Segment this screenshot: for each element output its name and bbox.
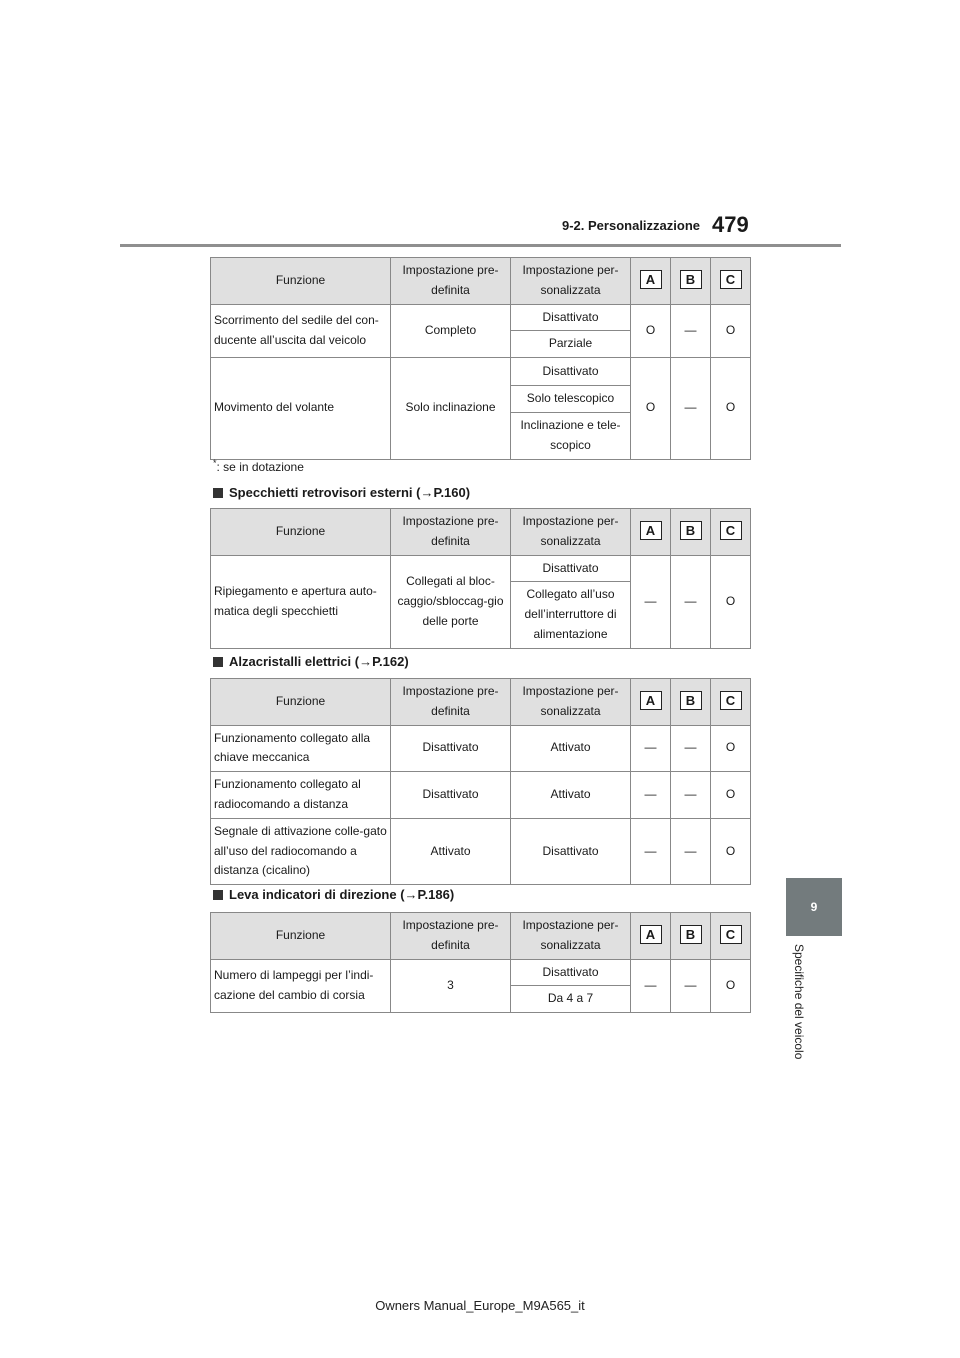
table-header-row (211, 258, 751, 305)
table-row (211, 304, 751, 331)
section-heading-turn-signal: Leva indicatori di direzione (→P.186) (213, 887, 454, 902)
row-custom: Attivato (511, 772, 631, 819)
col-function: Funzione (211, 509, 391, 556)
table-row (211, 358, 751, 386)
table-header-row (211, 913, 751, 960)
table-row (211, 555, 751, 582)
footnote: *: se in dotazione (213, 458, 304, 474)
row-c: O (711, 818, 751, 884)
row-b: — (671, 555, 711, 648)
col-custom: Impostazione per-sonalizzata (511, 509, 631, 556)
bullet-square-icon (213, 657, 223, 667)
row-c: O (711, 555, 751, 648)
footer-doc-id: Owners Manual_Europe_M9A565_it (375, 1298, 585, 1313)
header-divider (120, 244, 841, 247)
col-a-box: A (640, 925, 662, 944)
row-default: Solo inclinazione (391, 358, 511, 459)
col-c-box: C (720, 521, 742, 540)
row-custom-option: Parziale (511, 331, 631, 358)
page-number: 479 (712, 212, 749, 237)
col-custom: Impostazione per-sonalizzata (511, 679, 631, 726)
col-c-box: C (720, 270, 742, 289)
row-c: O (711, 304, 751, 358)
col-b-box: B (680, 521, 702, 540)
row-default: Completo (391, 304, 511, 358)
row-a: O (631, 358, 671, 459)
row-b: — (671, 818, 711, 884)
arrow-right-icon: → (404, 887, 418, 902)
row-c: O (711, 959, 751, 1013)
col-default: Impostazione pre-definita (391, 258, 511, 305)
chapter-tab: 9 (786, 878, 842, 936)
row-a: — (631, 555, 671, 648)
row-custom: Attivato (511, 725, 631, 772)
row-function: Numero di lampeggi per l’indi-cazione del cambio di corsia (211, 959, 391, 1013)
row-function: Movimento del volante (211, 358, 391, 459)
col-c-box: C (720, 691, 742, 710)
row-default: Disattivato (391, 772, 511, 819)
row-b: — (671, 772, 711, 819)
section-heading-windows: Alzacristalli elettrici (→P.162) (213, 654, 409, 669)
col-function: Funzione (211, 913, 391, 960)
row-b: — (671, 959, 711, 1013)
row-a: O (631, 304, 671, 358)
row-default: Attivato (391, 818, 511, 884)
row-function: Funzionamento collegato alla chiave meccanica (211, 725, 391, 772)
arrow-right-icon: → (420, 485, 434, 500)
row-function: Scorrimento del sedile del con-ducente all’uscita dal veicolo (211, 304, 391, 358)
chapter-label: Specifiche del veicolo (792, 944, 806, 1060)
table-header-row (211, 679, 751, 726)
row-a: — (631, 959, 671, 1013)
row-custom-option: Disattivato (511, 358, 631, 386)
row-a: — (631, 725, 671, 772)
row-c: O (711, 358, 751, 459)
col-b-box: B (680, 925, 702, 944)
row-custom-option: Disattivato (511, 304, 631, 331)
row-function: Segnale di attivazione colle-gato all’uso del radiocomando a distanza (cicalino) (211, 818, 391, 884)
col-b-box: B (680, 270, 702, 289)
col-default: Impostazione pre-definita (391, 913, 511, 960)
row-custom-option: Collegato all’uso dell’interruttore di alimentazione (511, 582, 631, 648)
arrow-right-icon: → (359, 654, 373, 669)
table-row (211, 818, 751, 884)
section-title: 9-2. Personalizzazione (562, 218, 700, 233)
row-b: — (671, 358, 711, 459)
row-a: — (631, 772, 671, 819)
col-function: Funzione (211, 258, 391, 305)
col-c-box: C (720, 925, 742, 944)
section-heading-mirrors: Specchietti retrovisori esterni (→P.160) (213, 485, 470, 500)
row-a: — (631, 818, 671, 884)
bullet-square-icon (213, 890, 223, 900)
row-b: — (671, 304, 711, 358)
row-custom: Disattivato (511, 818, 631, 884)
col-a-box: A (640, 691, 662, 710)
col-a-box: A (640, 521, 662, 540)
bullet-square-icon (213, 488, 223, 498)
table-header-row (211, 509, 751, 556)
table-row (211, 772, 751, 819)
row-custom-option: Disattivato (511, 555, 631, 582)
table-row (211, 959, 751, 986)
row-custom-option: Solo telescopico (511, 386, 631, 413)
table-power-windows (210, 678, 751, 885)
col-default: Impostazione pre-definita (391, 509, 511, 556)
row-function: Ripiegamento e apertura auto-matica degli specchietti (211, 555, 391, 648)
row-default: Disattivato (391, 725, 511, 772)
table-mirrors (210, 508, 751, 649)
row-function: Funzionamento collegato al radiocomando a distanza (211, 772, 391, 819)
table-row (211, 725, 751, 772)
table-seat-steering (210, 257, 751, 460)
row-custom-option: Da 4 a 7 (511, 986, 631, 1013)
col-custom: Impostazione per-sonalizzata (511, 258, 631, 305)
row-custom-option: Inclinazione e tele-scopico (511, 412, 631, 459)
row-default: 3 (391, 959, 511, 1013)
row-c: O (711, 725, 751, 772)
row-custom-option: Disattivato (511, 959, 631, 986)
col-function: Funzione (211, 679, 391, 726)
table-turn-signal (210, 912, 751, 1013)
col-custom: Impostazione per-sonalizzata (511, 913, 631, 960)
row-c: O (711, 772, 751, 819)
row-default: Collegati al bloc-caggio/sbloccag-gio delle porte (391, 555, 511, 648)
col-b-box: B (680, 691, 702, 710)
row-b: — (671, 725, 711, 772)
col-a-box: A (640, 270, 662, 289)
col-default: Impostazione pre-definita (391, 679, 511, 726)
